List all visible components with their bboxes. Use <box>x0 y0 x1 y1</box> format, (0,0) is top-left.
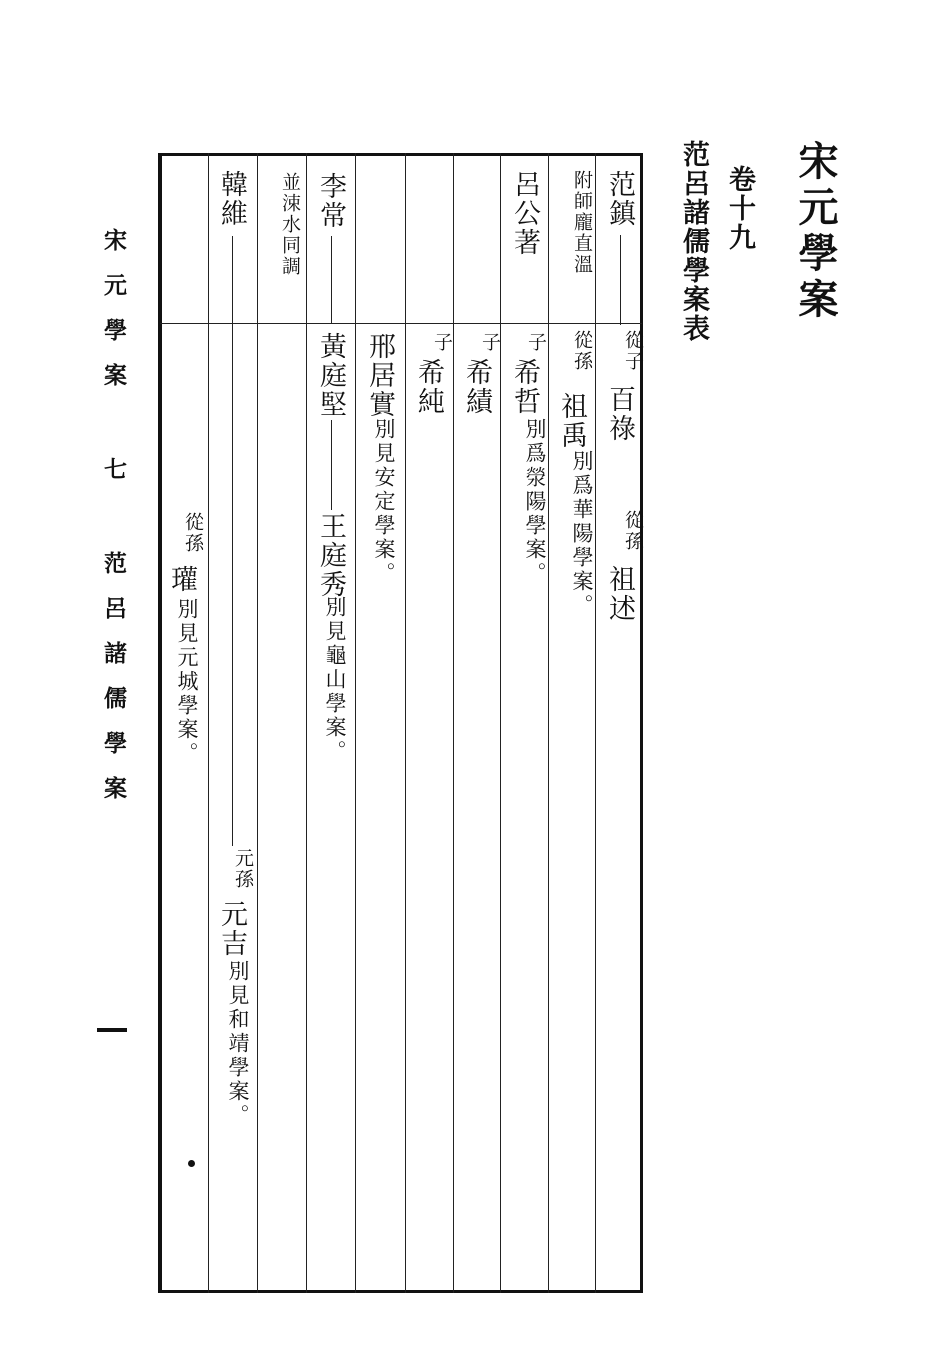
relation-label: 從孫 <box>622 510 644 552</box>
relation-label: 子 <box>479 332 501 353</box>
table-title: 范呂諸儒學案表 <box>678 140 709 343</box>
ink-mark <box>188 1160 195 1167</box>
person-name: 王庭秀 <box>315 512 346 599</box>
cross-reference-note: 別爲華陽學案。 <box>570 450 594 618</box>
main-name: 李常 <box>315 172 346 230</box>
main-name: 范鎮 <box>604 170 635 228</box>
person-name: 希哲 <box>509 358 540 416</box>
person-name: 元吉 <box>216 900 247 958</box>
main-name: 並涑水同調 <box>279 172 301 277</box>
relation-label: 子 <box>431 332 453 353</box>
connector-line <box>620 235 621 325</box>
running-title: 宋元學案 七 范呂諸儒學案 <box>100 228 127 821</box>
person-name: 百祿 <box>604 385 635 443</box>
connector-line <box>331 236 332 324</box>
column-rule <box>306 153 307 1293</box>
person-name: 希績 <box>461 358 492 416</box>
column-rule <box>548 153 549 1293</box>
cross-reference-note: 別見龜山學案。 <box>323 596 347 764</box>
page-number <box>97 1028 127 1032</box>
connector-line <box>331 420 332 510</box>
column-rule <box>405 153 406 1293</box>
cross-reference-note: 別見元城學案。 <box>175 598 199 766</box>
column-rule <box>208 153 209 1293</box>
person-name: 祖述 <box>604 565 635 623</box>
relation-label: 子 <box>525 332 547 353</box>
person-name: 黃庭堅 <box>315 332 346 419</box>
volume-number: 卷十九 <box>724 165 755 252</box>
column-rule <box>595 153 596 1293</box>
main-name: 呂公著 <box>509 170 540 257</box>
column-rule <box>453 153 454 1293</box>
column-rule <box>257 153 258 1293</box>
cross-reference-note: 別見和靖學案。 <box>226 960 250 1128</box>
main-name: 附師龐直溫 <box>571 170 593 275</box>
person-name: 祖禹 <box>556 392 587 450</box>
column-rule <box>500 153 501 1293</box>
cross-reference-note: 別爲滎陽學案。 <box>523 418 547 586</box>
relation-label: 從孫 <box>182 512 204 554</box>
relation-label: 從子 <box>622 330 644 372</box>
connector-line <box>232 236 233 846</box>
person-name: 希純 <box>413 358 444 416</box>
book-title: 宋元學案 <box>792 140 839 324</box>
relation-label: 元孫 <box>232 848 254 890</box>
cross-reference-note: 別見安定學案。 <box>372 418 396 586</box>
main-name: 韓維 <box>216 170 247 228</box>
relation-label: 從孫 <box>571 330 593 372</box>
person-name: 瓘 <box>166 565 197 594</box>
column-rule <box>355 153 356 1293</box>
person-name: 邢居實 <box>364 332 395 419</box>
